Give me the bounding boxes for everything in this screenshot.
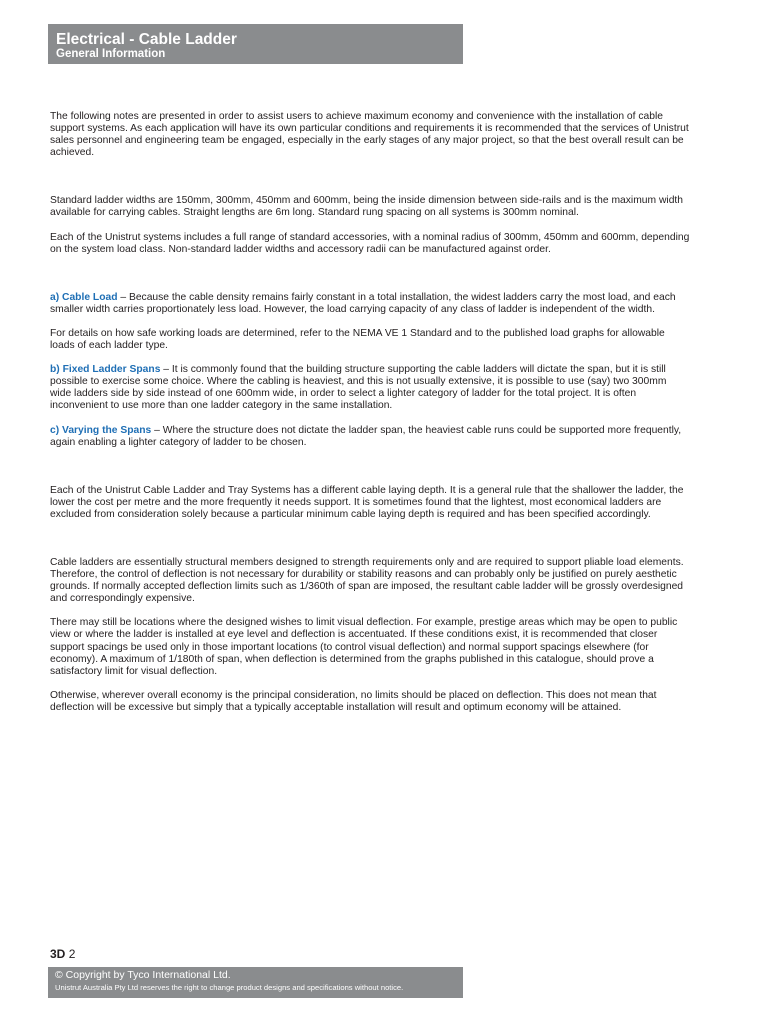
deflection-paragraph-1: Cable ladders are essentially structural members designed to strength requirements only and are required to support pliable load elements. Therefore, the control of deflection is not necessary for durability or stability reasons and can probably only be justified on purely aesthetic grounds. If normally accepted deflection limits such as 1/360th of span are imposed, the resultant cable ladder will be grossly overdesigned and correspondingly expensive. (50, 556, 684, 605)
page-number-value: 2 (68, 947, 76, 961)
cable-load-term: a) Cable Load (50, 291, 118, 303)
cable-load-text: – Because the cable density remains fairly constant in a total installation, the widest ladders carry the most load, and each smaller width carries proportionately less load. However, the load carrying capacity of any class of ladder is independent of the width. (50, 291, 676, 315)
accessories-paragraph: Each of the Unistrut systems includes a full range of standard accessories, with a nominal radius of 300mm, 450mm and 600mm, depending on the system load class. Non-standard ladder widths and accessory radii can be manufactured against order. (50, 231, 690, 255)
cable-load-paragraph (50, 292, 690, 316)
widths-paragraph: Standard ladder widths are 150mm, 300mm, 450mm and 600mm, being the inside dimension between side-rails and is the maximum width available for carrying cables. Straight lengths are 6m long. Standard rung spacing on all systems is 300mm nominal. (50, 195, 684, 219)
safe-loads-paragraph: For details on how safe working loads are determined, refer to the NEMA VE 1 Standard and to the published load graphs for allowable loads of each ladder type. (50, 327, 665, 352)
intro-paragraph: The following notes are presented in order to assist users to achieve maximum economy and convenience with the installation of cable support systems. As each application will have its own particular conditions and requirements it is recommended that the services of Unistrut sales personnel and engineering team be engaged, especially in the early stages of any major project, so that the best overall result can be achieved. (50, 111, 689, 159)
footer-banner (48, 967, 463, 998)
fixed-spans-term: b) Fixed Ladder Spans (50, 364, 161, 376)
page-number (50, 947, 75, 961)
document-body (50, 111, 690, 714)
fixed-spans-text: – It is commonly found that the building structure supporting the cable ladders will dictate the span, but it is still possible to exercise some choice. Where the cabling is heaviest, and this is not usually extensive, it is possible to use (say) two 300mm wide ladders side by side instead of one 600mm wide, in order to select a lighter category of ladder for the total project. It is often inconvenient to use more than one ladder category in the same installation. (50, 364, 667, 412)
laying-depth-paragraph: Each of the Unistrut Cable Ladder and Tray Systems has a different cable laying depth. It is a general rule that the shallower the ladder, the lower the cost per metre and the more frequently it needs support. It is sometimes found that the lightest, most economical ladders are excluded from consideration solely because a particular minimum cable laying depth is required and has been specified accordingly. (50, 484, 684, 520)
page-section-code: 3D (50, 947, 66, 961)
header-banner (48, 24, 463, 64)
copyright-notice: © Copyright by Tyco International Ltd. (55, 969, 231, 981)
disclaimer-notice: Unistrut Australia Pty Ltd reserves the right to change product designs and specifications without notice. (55, 983, 404, 992)
deflection-paragraph-3: Otherwise, wherever overall economy is the principal consideration, no limits should be placed on deflection. This does not mean that deflection will be excessive but simply that a typically acceptable installation will result and optimum economy will be attained. (50, 689, 657, 713)
varying-spans-paragraph (50, 425, 690, 449)
page-subtitle: General Information (56, 48, 166, 60)
page-title: Electrical - Cable Ladder (56, 31, 237, 48)
deflection-paragraph-2: There may still be locations where the designed wishes to limit visual deflection. For example, prestige areas which may be open to public view or where the ladder is installed at eye level and deflection is accentuated. If these conditions exist, it is recommended that closer support spacings be used only in those important locations (to control visual deflection) and normal support spacings elsewhere (for economy). A maximum of 1/180th of span, when deflection is determined from the graphs published in this catalogue, should prove a satisfactory limit for visual deflection. (50, 617, 678, 677)
varying-spans-text: – Where the structure does not dictate the ladder span, the heaviest cable runs could be supported more frequently, again enabling a lighter category of ladder to be chosen. (50, 424, 682, 448)
varying-spans-term: c) Varying the Spans (50, 424, 152, 436)
fixed-spans-paragraph (50, 364, 690, 412)
